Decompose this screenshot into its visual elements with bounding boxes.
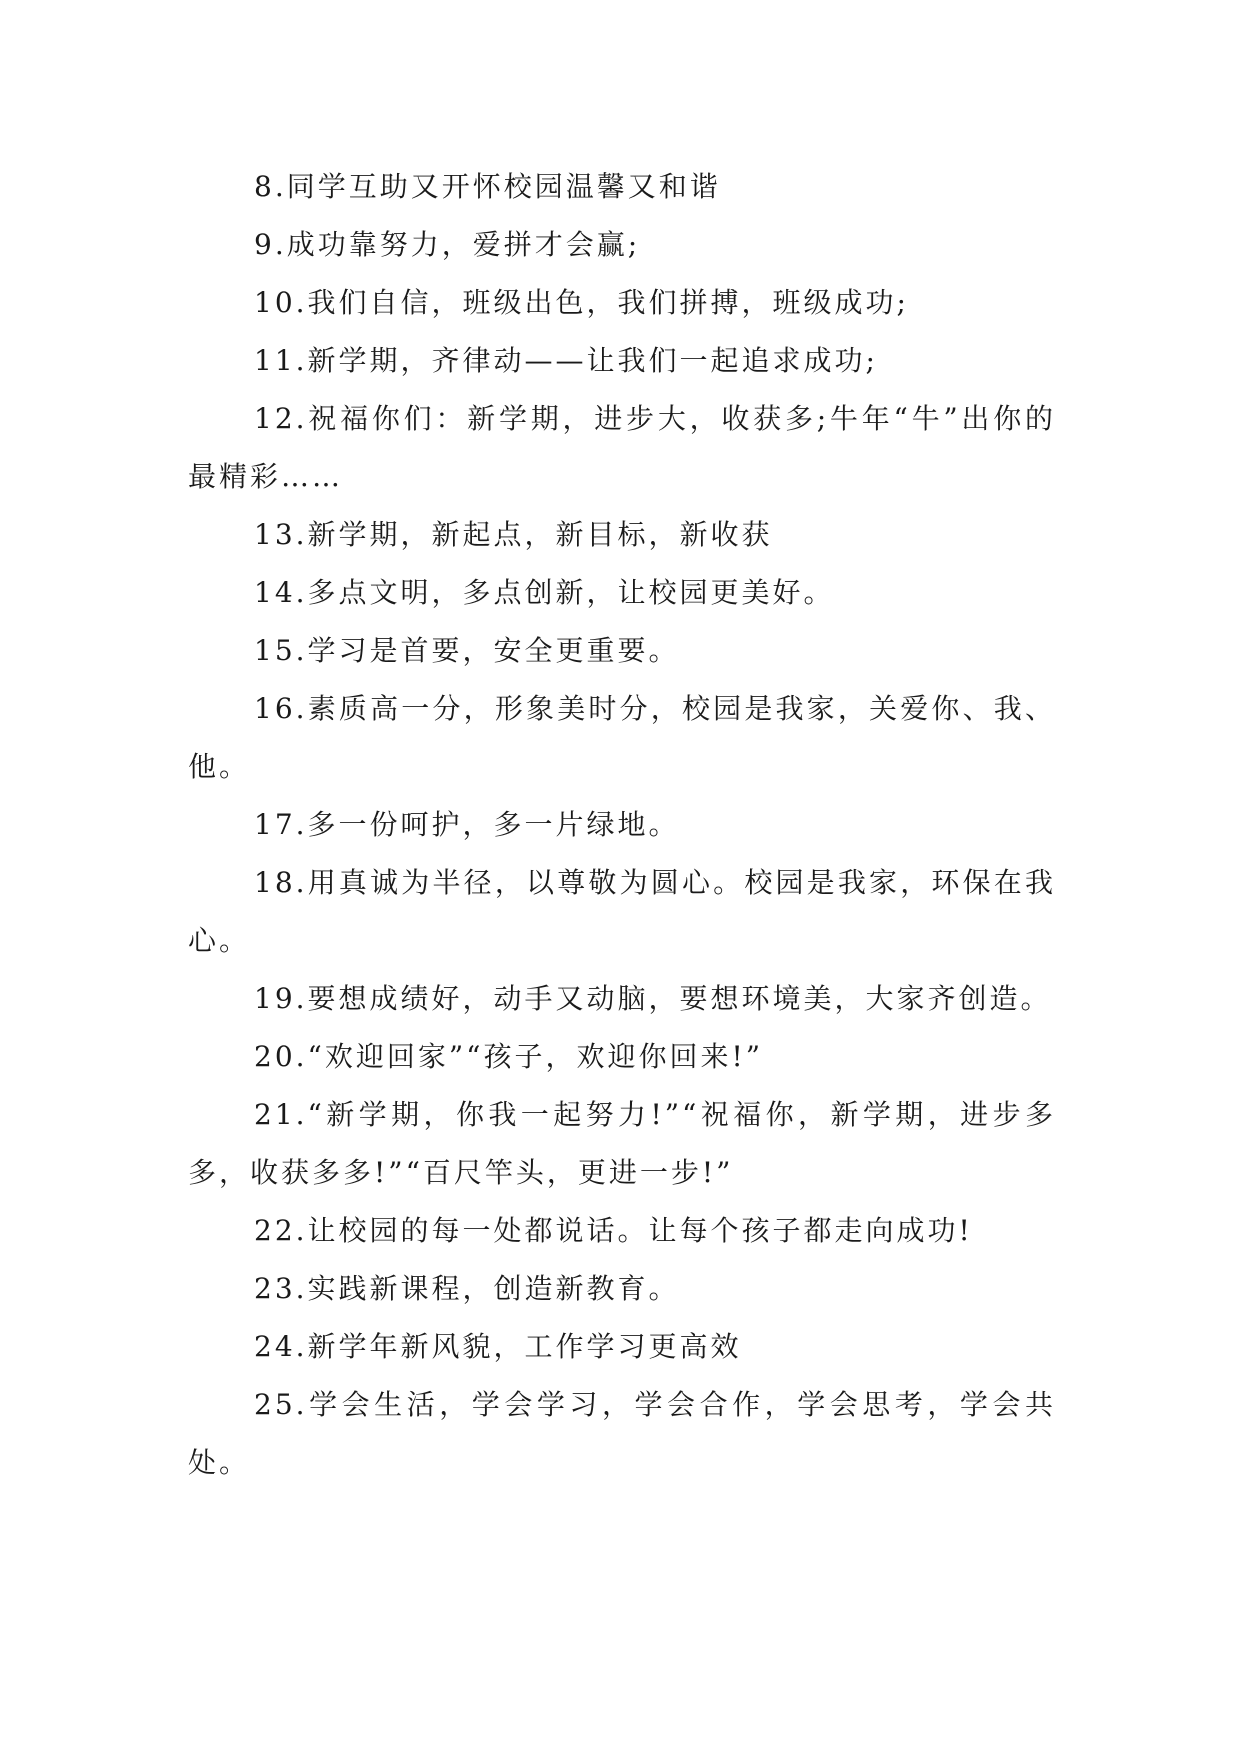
paragraph-20: 20.“欢迎回家”“孩子，欢迎你回来!” xyxy=(254,1040,764,1073)
paragraph-25: 25.学会生活，学会学习，学会合作，学会思考，学会共处。 xyxy=(188,1388,1056,1479)
paragraph-17: 17.多一份呵护，多一片绿地。 xyxy=(254,808,680,841)
paragraph-9: 9.成功靠努力，爱拼才会赢; xyxy=(254,228,641,261)
paragraph-16: 16.素质高一分，形象美时分，校园是我家，关爱你、我、他。 xyxy=(188,692,1056,783)
paragraph-22: 22.让校园的每一处都说话。让每个孩子都走向成功! xyxy=(254,1214,973,1247)
paragraph-10: 10.我们自信，班级出色，我们拼搏，班级成功; xyxy=(254,286,909,319)
paragraph-24: 24.新学年新风貌，工作学习更高效 xyxy=(254,1330,742,1363)
paragraph-13: 13.新学期，新起点，新目标，新收获 xyxy=(254,518,773,551)
paragraph-14: 14.多点文明，多点创新，让校园更美好。 xyxy=(254,576,835,609)
paragraph-15: 15.学习是首要，安全更重要。 xyxy=(254,634,680,667)
paragraph-12: 12.祝福你们：新学期，进步大，收获多;牛年“牛”出你的最精彩…… xyxy=(188,402,1056,493)
paragraph-23: 23.实践新课程，创造新教育。 xyxy=(254,1272,680,1305)
document-body xyxy=(188,158,1056,1492)
paragraph-18: 18.用真诚为半径，以尊敬为圆心。校园是我家，环保在我心。 xyxy=(188,866,1056,957)
paragraph-19: 19.要想成绩好，动手又动脑，要想环境美，大家齐创造。 xyxy=(254,982,1052,1015)
paragraph-11: 11.新学期，齐律动——让我们一起追求成功; xyxy=(254,344,878,377)
paragraph-8: 8.同学互助又开怀校园温馨又和谐 xyxy=(254,170,721,203)
paragraph-21: 21.“新学期，你我一起努力!”“祝福你，新学期，进步多多，收获多多!”“百尺竿头，更进一步!” xyxy=(188,1098,1056,1189)
